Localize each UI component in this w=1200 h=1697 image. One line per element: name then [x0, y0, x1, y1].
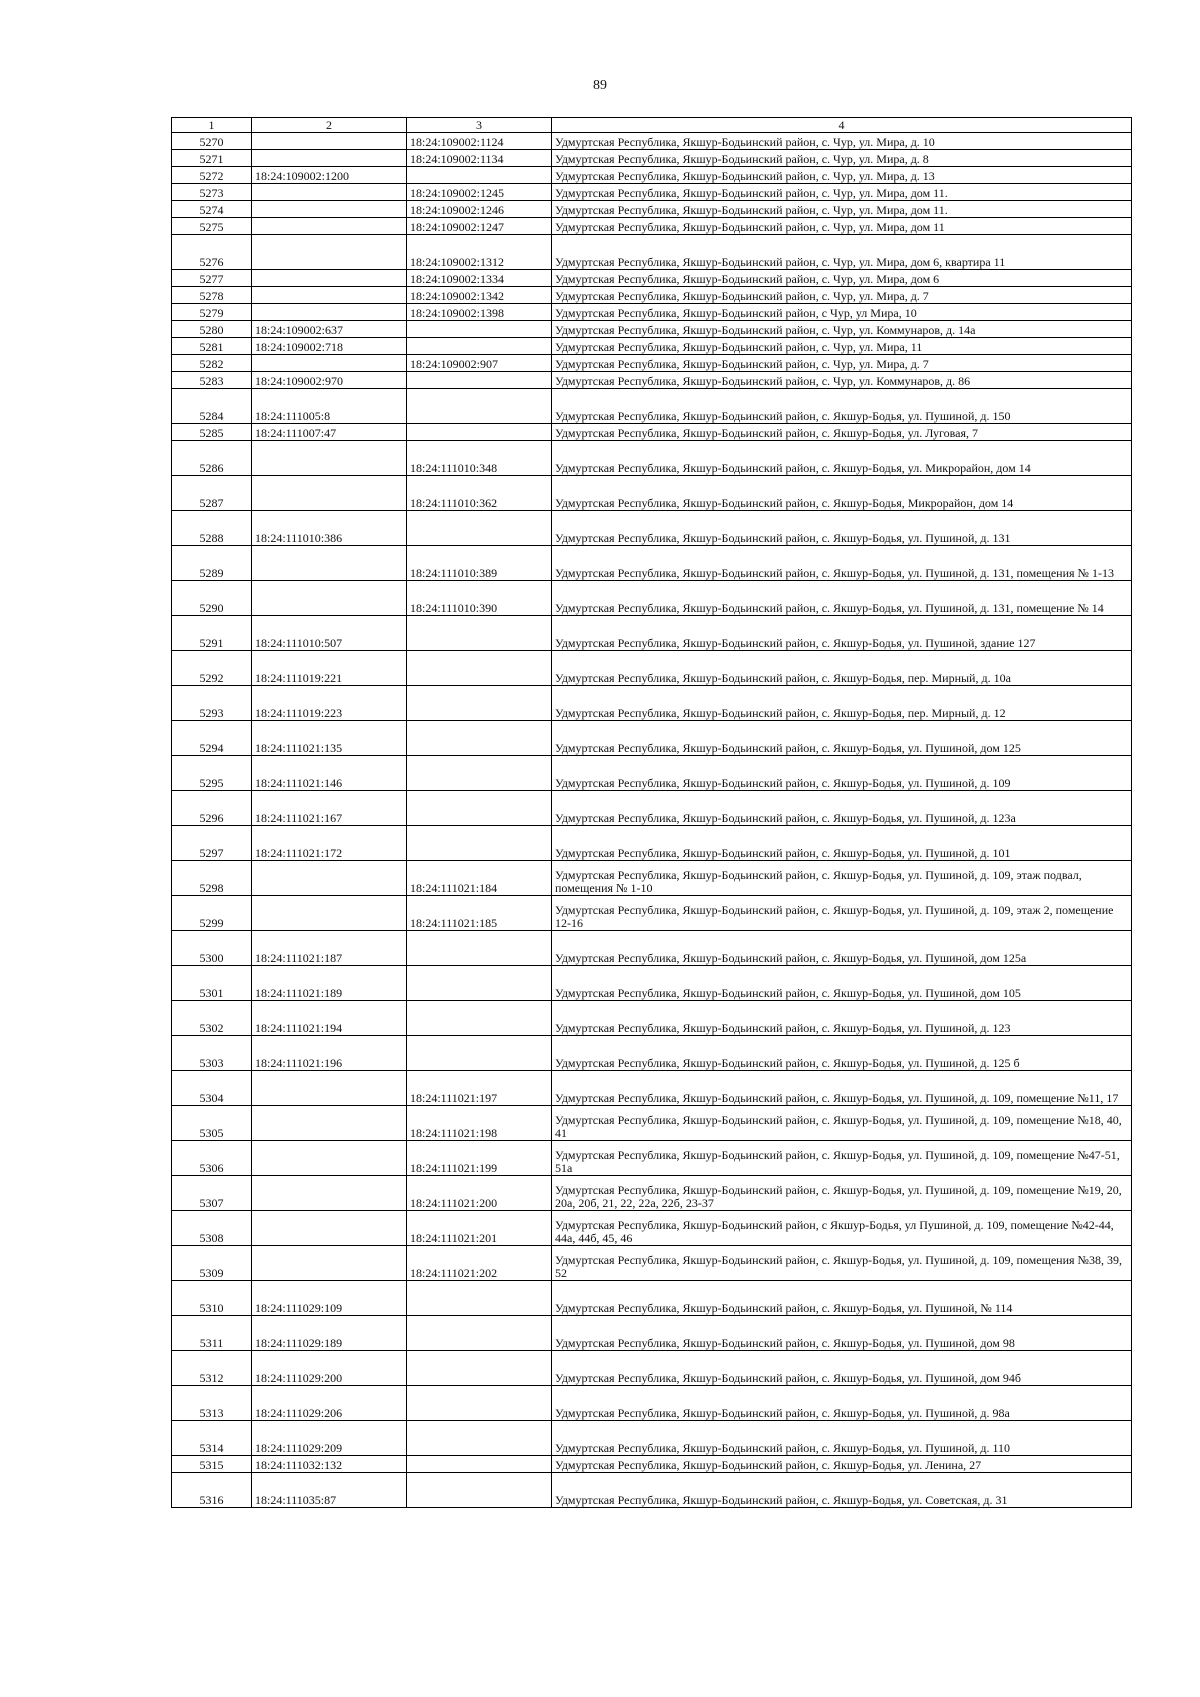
row-number: 5279: [172, 304, 252, 321]
cadastral-number-col3: [407, 338, 552, 355]
table-row: [172, 651, 1132, 686]
cadastral-number-col2: [252, 1141, 407, 1176]
row-number: 5275: [172, 218, 252, 235]
row-number: 5274: [172, 201, 252, 218]
address-cell: Удмуртская Республика, Якшур-Бодьинский район, с. Якшур-Бодья, ул. Пушиной, д. 131, помещение № 14: [552, 581, 1132, 616]
row-number: 5277: [172, 270, 252, 287]
cadastral-number-col3: 18:24:109002:1245: [407, 184, 552, 201]
cadastral-number-col3: [407, 931, 552, 966]
table-row: [172, 1246, 1132, 1281]
cadastral-number-col2: [252, 476, 407, 511]
cadastral-number-col2: 18:24:109002:637: [252, 321, 407, 338]
address-cell: Удмуртская Республика, Якшур-Бодьинский район, с. Якшур-Бодья, ул. Пушиной, д. 109, этаж 2, помещение 12-16: [552, 896, 1132, 931]
row-number: 5288: [172, 511, 252, 546]
table-row: [172, 424, 1132, 441]
address-cell: Удмуртская Республика, Якшур-Бодьинский район, с. Якшур-Бодья, ул. Пушиной, д. 131, помещения № 1-13: [552, 546, 1132, 581]
table-row: [172, 355, 1132, 372]
row-number: 5278: [172, 287, 252, 304]
cadastral-number-col2: 18:24:111021:189: [252, 966, 407, 1001]
table-row: [172, 270, 1132, 287]
cadastral-number-col2: [252, 896, 407, 931]
address-cell: Удмуртская Республика, Якшур-Бодьинский район, с. Якшур-Бодья, ул. Пушиной, д. 109, помещение №11, 17: [552, 1071, 1132, 1106]
address-cell: Удмуртская Республика, Якшур-Бодьинский район, с. Якшур-Бодья, ул. Пушиной, дом 125а: [552, 931, 1132, 966]
table-row: [172, 1211, 1132, 1246]
table-row: [172, 1456, 1132, 1473]
row-number: 5280: [172, 321, 252, 338]
row-number: 5312: [172, 1351, 252, 1386]
address-cell: Удмуртская Республика, Якшур-Бодьинский район, с. Чур, ул. Коммунаров, д. 14а: [552, 321, 1132, 338]
row-number: 5299: [172, 896, 252, 931]
address-cell: Удмуртская Республика, Якшур-Бодьинский район, с. Чур, ул. Мира, д. 10: [552, 133, 1132, 150]
table-row: [172, 184, 1132, 201]
address-cell: Удмуртская Республика, Якшур-Бодьинский район, с. Якшур-Бодья, пер. Мирный, д. 10а: [552, 651, 1132, 686]
cadastral-number-col3: [407, 1421, 552, 1456]
cadastral-number-col3: 18:24:111021:197: [407, 1071, 552, 1106]
page-number: 89: [593, 78, 607, 93]
address-cell: Удмуртская Республика, Якшур-Бодьинский район, с. Якшур-Бодья, ул. Пушиной, д. 123а: [552, 791, 1132, 826]
cadastral-number-col3: [407, 826, 552, 861]
row-number: 5290: [172, 581, 252, 616]
table-row: [172, 546, 1132, 581]
table-row: [172, 150, 1132, 167]
table-row: [172, 721, 1132, 756]
address-cell: Удмуртская Республика, Якшур-Бодьинский район, с. Чур, ул. Коммунаров, д. 86: [552, 372, 1132, 389]
table-row: [172, 1281, 1132, 1316]
header-col-3: 3: [407, 118, 552, 133]
row-number: 5307: [172, 1176, 252, 1211]
table-row: [172, 861, 1132, 896]
cadastral-number-col3: 18:24:109002:1124: [407, 133, 552, 150]
row-number: 5313: [172, 1386, 252, 1421]
row-number: 5308: [172, 1211, 252, 1246]
table-row: [172, 791, 1132, 826]
cadastral-number-col3: 18:24:109002:1334: [407, 270, 552, 287]
table-row: [172, 966, 1132, 1001]
cadastral-number-col2: 18:24:111021:187: [252, 931, 407, 966]
cadastral-number-col3: 18:24:109002:1312: [407, 235, 552, 270]
cadastral-number-col2: [252, 1211, 407, 1246]
cadastral-number-col2: 18:24:111021:146: [252, 756, 407, 791]
cadastral-number-col2: 18:24:111021:167: [252, 791, 407, 826]
address-cell: Удмуртская Республика, Якшур-Бодьинский район, с. Якшур-Бодья, ул. Пушиной, д. 110: [552, 1421, 1132, 1456]
address-cell: Удмуртская Республика, Якшур-Бодьинский район, с. Чур, ул. Мира, д. 7: [552, 355, 1132, 372]
cadastral-number-col2: 18:24:111021:172: [252, 826, 407, 861]
row-number: 5298: [172, 861, 252, 896]
address-cell: Удмуртская Республика, Якшур-Бодьинский район, с. Якшур-Бодья, ул. Луговая, 7: [552, 424, 1132, 441]
cadastral-number-col2: [252, 546, 407, 581]
address-cell: Удмуртская Республика, Якшур-Бодьинский район, с. Якшур-Бодья, ул. Советская, д. 31: [552, 1473, 1132, 1508]
registry-table: [171, 117, 1132, 1508]
address-cell: Удмуртская Республика, Якшур-Бодьинский район, с. Якшур-Бодья, ул. Пушиной, д. 150: [552, 389, 1132, 424]
address-cell: Удмуртская Республика, Якшур-Бодьинский район, с. Чур, ул. Мира, дом 6, квартира 11: [552, 235, 1132, 270]
row-number: 5295: [172, 756, 252, 791]
row-number: 5270: [172, 133, 252, 150]
row-number: 5285: [172, 424, 252, 441]
cadastral-number-col3: 18:24:111021:201: [407, 1211, 552, 1246]
address-cell: Удмуртская Республика, Якшур-Бодьинский район, с. Якшур-Бодья, ул. Пушиной, д. 131: [552, 511, 1132, 546]
address-cell: Удмуртская Республика, Якшур-Бодьинский район, с. Чур, ул. Мира, дом 6: [552, 270, 1132, 287]
cadastral-number-col3: 18:24:109002:907: [407, 355, 552, 372]
cadastral-number-col2: [252, 184, 407, 201]
cadastral-number-col2: [252, 1071, 407, 1106]
row-number: 5286: [172, 441, 252, 476]
address-cell: Удмуртская Республика, Якшур-Бодьинский район, с. Якшур-Бодья, ул. Пушиной, д. 101: [552, 826, 1132, 861]
row-number: 5315: [172, 1456, 252, 1473]
cadastral-number-col3: 18:24:111010:348: [407, 441, 552, 476]
cadastral-number-col2: 18:24:109002:1200: [252, 167, 407, 184]
address-cell: Удмуртская Республика, Якшур-Бодьинский район, с. Чур, ул. Мира, дом 11: [552, 218, 1132, 235]
cadastral-number-col2: 18:24:109002:970: [252, 372, 407, 389]
cadastral-number-col2: 18:24:111029:209: [252, 1421, 407, 1456]
cadastral-number-col2: 18:24:111029:206: [252, 1386, 407, 1421]
table-row: [172, 686, 1132, 721]
cadastral-number-col2: 18:24:111029:200: [252, 1351, 407, 1386]
address-cell: Удмуртская Республика, Якшур-Бодьинский район, с. Якшур-Бодья, ул. Пушиной, д. 109: [552, 756, 1132, 791]
row-number: 5276: [172, 235, 252, 270]
table-row: [172, 321, 1132, 338]
table-row: [172, 133, 1132, 150]
cadastral-number-col3: [407, 389, 552, 424]
address-cell: Удмуртская Республика, Якшур-Бодьинский район, с. Якшур-Бодья, ул. Пушиной, д. 109, помещение №47-51, 51а: [552, 1141, 1132, 1176]
cadastral-number-col2: [252, 1106, 407, 1141]
table-row: [172, 287, 1132, 304]
cadastral-number-col3: [407, 966, 552, 1001]
table-row: [172, 476, 1132, 511]
table-row: [172, 441, 1132, 476]
address-cell: Удмуртская Республика, Якшур-Бодьинский район, с. Якшур-Бодья, ул. Пушиной, д. 109, этаж подвал, помещения № 1-10: [552, 861, 1132, 896]
address-cell: Удмуртская Республика, Якшур-Бодьинский район, с. Якшур-Бодья, ул. Микрорайон, дом 14: [552, 441, 1132, 476]
cadastral-number-col2: [252, 1246, 407, 1281]
address-cell: Удмуртская Республика, Якшур-Бодьинский район, с. Якшур-Бодья, ул. Пушиной, дом 105: [552, 966, 1132, 1001]
table-row: [172, 1001, 1132, 1036]
table-row: [172, 304, 1132, 321]
cadastral-number-col2: 18:24:111035:87: [252, 1473, 407, 1508]
address-cell: Удмуртская Республика, Якшур-Бодьинский район, с Чур, ул Мира, 10: [552, 304, 1132, 321]
cadastral-number-col3: 18:24:111021:185: [407, 896, 552, 931]
table-row: [172, 1421, 1132, 1456]
table-row: [172, 756, 1132, 791]
row-number: 5297: [172, 826, 252, 861]
cadastral-number-col2: 18:24:111032:132: [252, 1456, 407, 1473]
cadastral-number-col3: [407, 1281, 552, 1316]
table-row: [172, 616, 1132, 651]
address-cell: Удмуртская Республика, Якшур-Бодьинский район, с. Якшур-Бодья, ул. Пушиной, д. 109, помещение №19, 20, 20а, 20б, 21, 22, 22а, 22б, 23-37: [552, 1176, 1132, 1211]
cadastral-number-col3: [407, 511, 552, 546]
row-number: 5309: [172, 1246, 252, 1281]
address-cell: Удмуртская Республика, Якшур-Бодьинский район, с. Якшур-Бодья, ул. Пушиной, дом 125: [552, 721, 1132, 756]
address-cell: Удмуртская Республика, Якшур-Бодьинский район, с. Чур, ул. Мира, дом 11.: [552, 184, 1132, 201]
table-row: [172, 389, 1132, 424]
table-row: [172, 1316, 1132, 1351]
table-row: [172, 1141, 1132, 1176]
address-cell: Удмуртская Республика, Якшур-Бодьинский район, с. Якшур-Бодья, ул. Пушиной, здание 127: [552, 616, 1132, 651]
row-number: 5300: [172, 931, 252, 966]
cadastral-number-col2: 18:24:111007:47: [252, 424, 407, 441]
address-cell: Удмуртская Республика, Якшур-Бодьинский район, с. Якшур-Бодья, ул. Ленина, 27: [552, 1456, 1132, 1473]
cadastral-number-col3: [407, 721, 552, 756]
cadastral-number-col3: 18:24:109002:1342: [407, 287, 552, 304]
address-cell: Удмуртская Республика, Якшур-Бодьинский район, с. Чур, ул. Мира, д. 8: [552, 150, 1132, 167]
cadastral-number-col2: [252, 235, 407, 270]
address-cell: Удмуртская Республика, Якшур-Бодьинский район, с. Якшур-Бодья, ул. Пушиной, д. 98а: [552, 1386, 1132, 1421]
cadastral-number-col3: 18:24:111021:200: [407, 1176, 552, 1211]
row-number: 5296: [172, 791, 252, 826]
address-cell: Удмуртская Республика, Якшур-Бодьинский район, с. Якшур-Бодья, ул. Пушиной, № 114: [552, 1281, 1132, 1316]
cadastral-number-col2: [252, 201, 407, 218]
row-number: 5271: [172, 150, 252, 167]
cadastral-number-col2: [252, 441, 407, 476]
table-row: [172, 1071, 1132, 1106]
row-number: 5310: [172, 1281, 252, 1316]
cadastral-number-col3: 18:24:111021:184: [407, 861, 552, 896]
row-number: 5304: [172, 1071, 252, 1106]
address-cell: Удмуртская Республика, Якшур-Бодьинский район, с. Чур, ул. Мира, д. 13: [552, 167, 1132, 184]
cadastral-number-col3: [407, 167, 552, 184]
cadastral-number-col3: [407, 686, 552, 721]
cadastral-number-col2: [252, 861, 407, 896]
cadastral-number-col2: [252, 1176, 407, 1211]
cadastral-number-col3: [407, 1456, 552, 1473]
address-cell: Удмуртская Республика, Якшур-Бодьинский район, с. Якшур-Бодья, ул. Пушиной, д. 109, помещение №18, 40, 41: [552, 1106, 1132, 1141]
header-col-1: 1: [172, 118, 252, 133]
table-row: [172, 338, 1132, 355]
row-number: 5272: [172, 167, 252, 184]
cadastral-number-col3: 18:24:111021:199: [407, 1141, 552, 1176]
table-row: [172, 511, 1132, 546]
cadastral-number-col2: 18:24:111005:8: [252, 389, 407, 424]
row-number: 5292: [172, 651, 252, 686]
cadastral-number-col2: [252, 133, 407, 150]
row-number: 5293: [172, 686, 252, 721]
row-number: 5311: [172, 1316, 252, 1351]
cadastral-number-col2: 18:24:111021:194: [252, 1001, 407, 1036]
address-cell: Удмуртская Республика, Якшур-Бодьинский район, с. Якшур-Бодья, ул. Пушиной, д. 123: [552, 1001, 1132, 1036]
address-cell: Удмуртская Республика, Якшур-Бодьинский район, с. Якшур-Бодья, ул. Пушиной, д. 109, помещения №38, 39, 52: [552, 1246, 1132, 1281]
cadastral-number-col3: [407, 616, 552, 651]
cadastral-number-col2: 18:24:111021:135: [252, 721, 407, 756]
cadastral-number-col2: [252, 218, 407, 235]
cadastral-number-col2: 18:24:111029:189: [252, 1316, 407, 1351]
cadastral-number-col3: [407, 1036, 552, 1071]
cadastral-number-col3: 18:24:109002:1246: [407, 201, 552, 218]
table-row: [172, 167, 1132, 184]
cadastral-number-col2: 18:24:111019:221: [252, 651, 407, 686]
cadastral-number-col2: 18:24:109002:718: [252, 338, 407, 355]
address-cell: Удмуртская Республика, Якшур-Бодьинский район, с Якшур-Бодья, ул Пушиной, д. 109, помещение №42-44, 44а, 44б, 45, 46: [552, 1211, 1132, 1246]
table-row: [172, 235, 1132, 270]
cadastral-number-col3: [407, 1473, 552, 1508]
cadastral-number-col2: [252, 287, 407, 304]
row-number: 5289: [172, 546, 252, 581]
row-number: 5314: [172, 1421, 252, 1456]
row-number: 5303: [172, 1036, 252, 1071]
table-row: [172, 1473, 1132, 1508]
address-cell: Удмуртская Республика, Якшур-Бодьинский район, с. Чур, ул. Мира, дом 11.: [552, 201, 1132, 218]
address-cell: Удмуртская Республика, Якшур-Бодьинский район, с. Якшур-Бодья, пер. Мирный, д. 12: [552, 686, 1132, 721]
table-row: [172, 1386, 1132, 1421]
row-number: 5291: [172, 616, 252, 651]
cadastral-number-col3: 18:24:109002:1247: [407, 218, 552, 235]
cadastral-number-col3: [407, 372, 552, 389]
table-row: [172, 896, 1132, 931]
row-number: 5302: [172, 1001, 252, 1036]
address-cell: Удмуртская Республика, Якшур-Бодьинский район, с. Якшур-Бодья, Микрорайон, дом 14: [552, 476, 1132, 511]
cadastral-number-col2: 18:24:111010:507: [252, 616, 407, 651]
row-number: 5287: [172, 476, 252, 511]
cadastral-number-col3: 18:24:111021:202: [407, 1246, 552, 1281]
cadastral-number-col3: 18:24:111010:389: [407, 546, 552, 581]
table-row: [172, 1036, 1132, 1071]
table-row: [172, 201, 1132, 218]
row-number: 5284: [172, 389, 252, 424]
cadastral-number-col3: [407, 1351, 552, 1386]
row-number: 5294: [172, 721, 252, 756]
cadastral-number-col3: [407, 1316, 552, 1351]
row-number: 5283: [172, 372, 252, 389]
cadastral-number-col2: 18:24:111021:196: [252, 1036, 407, 1071]
cadastral-number-col3: [407, 651, 552, 686]
table-row: [172, 372, 1132, 389]
header-col-2: 2: [252, 118, 407, 133]
table-row: [172, 931, 1132, 966]
table-body: [172, 133, 1132, 1508]
row-number: 5305: [172, 1106, 252, 1141]
cadastral-number-col3: [407, 321, 552, 338]
address-cell: Удмуртская Республика, Якшур-Бодьинский район, с. Чур, ул. Мира, д. 7: [552, 287, 1132, 304]
cadastral-number-col3: [407, 1001, 552, 1036]
address-cell: Удмуртская Республика, Якшур-Бодьинский район, с. Якшур-Бодья, ул. Пушиной, д. 125 б: [552, 1036, 1132, 1071]
row-number: 5301: [172, 966, 252, 1001]
cadastral-number-col3: [407, 756, 552, 791]
row-number: 5273: [172, 184, 252, 201]
address-cell: Удмуртская Республика, Якшур-Бодьинский район, с. Якшур-Бодья, ул. Пушиной, дом 94б: [552, 1351, 1132, 1386]
cadastral-number-col3: 18:24:109002:1398: [407, 304, 552, 321]
cadastral-number-col3: 18:24:111010:390: [407, 581, 552, 616]
cadastral-number-col2: [252, 581, 407, 616]
cadastral-number-col2: 18:24:111019:223: [252, 686, 407, 721]
table-row: [172, 826, 1132, 861]
address-cell: Удмуртская Республика, Якшур-Бодьинский район, с. Чур, ул. Мира, 11: [552, 338, 1132, 355]
row-number: 5316: [172, 1473, 252, 1508]
header-col-4: 4: [552, 118, 1132, 133]
table-row: [172, 581, 1132, 616]
cadastral-number-col2: [252, 355, 407, 372]
row-number: 5306: [172, 1141, 252, 1176]
cadastral-number-col3: [407, 791, 552, 826]
cadastral-number-col2: [252, 150, 407, 167]
address-cell: Удмуртская Республика, Якшур-Бодьинский район, с. Якшур-Бодья, ул. Пушиной, дом 98: [552, 1316, 1132, 1351]
row-number: 5281: [172, 338, 252, 355]
table-row: [172, 1106, 1132, 1141]
cadastral-number-col2: [252, 304, 407, 321]
cadastral-number-col2: [252, 270, 407, 287]
cadastral-number-col3: [407, 1386, 552, 1421]
cadastral-number-col3: 18:24:111010:362: [407, 476, 552, 511]
table-row: [172, 1176, 1132, 1211]
table-row: [172, 1351, 1132, 1386]
header-row: [172, 118, 1132, 133]
cadastral-number-col2: 18:24:111010:386: [252, 511, 407, 546]
table-row: [172, 218, 1132, 235]
cadastral-number-col2: 18:24:111029:109: [252, 1281, 407, 1316]
cadastral-number-col3: [407, 424, 552, 441]
row-number: 5282: [172, 355, 252, 372]
cadastral-number-col3: 18:24:111021:198: [407, 1106, 552, 1141]
cadastral-number-col3: 18:24:109002:1134: [407, 150, 552, 167]
